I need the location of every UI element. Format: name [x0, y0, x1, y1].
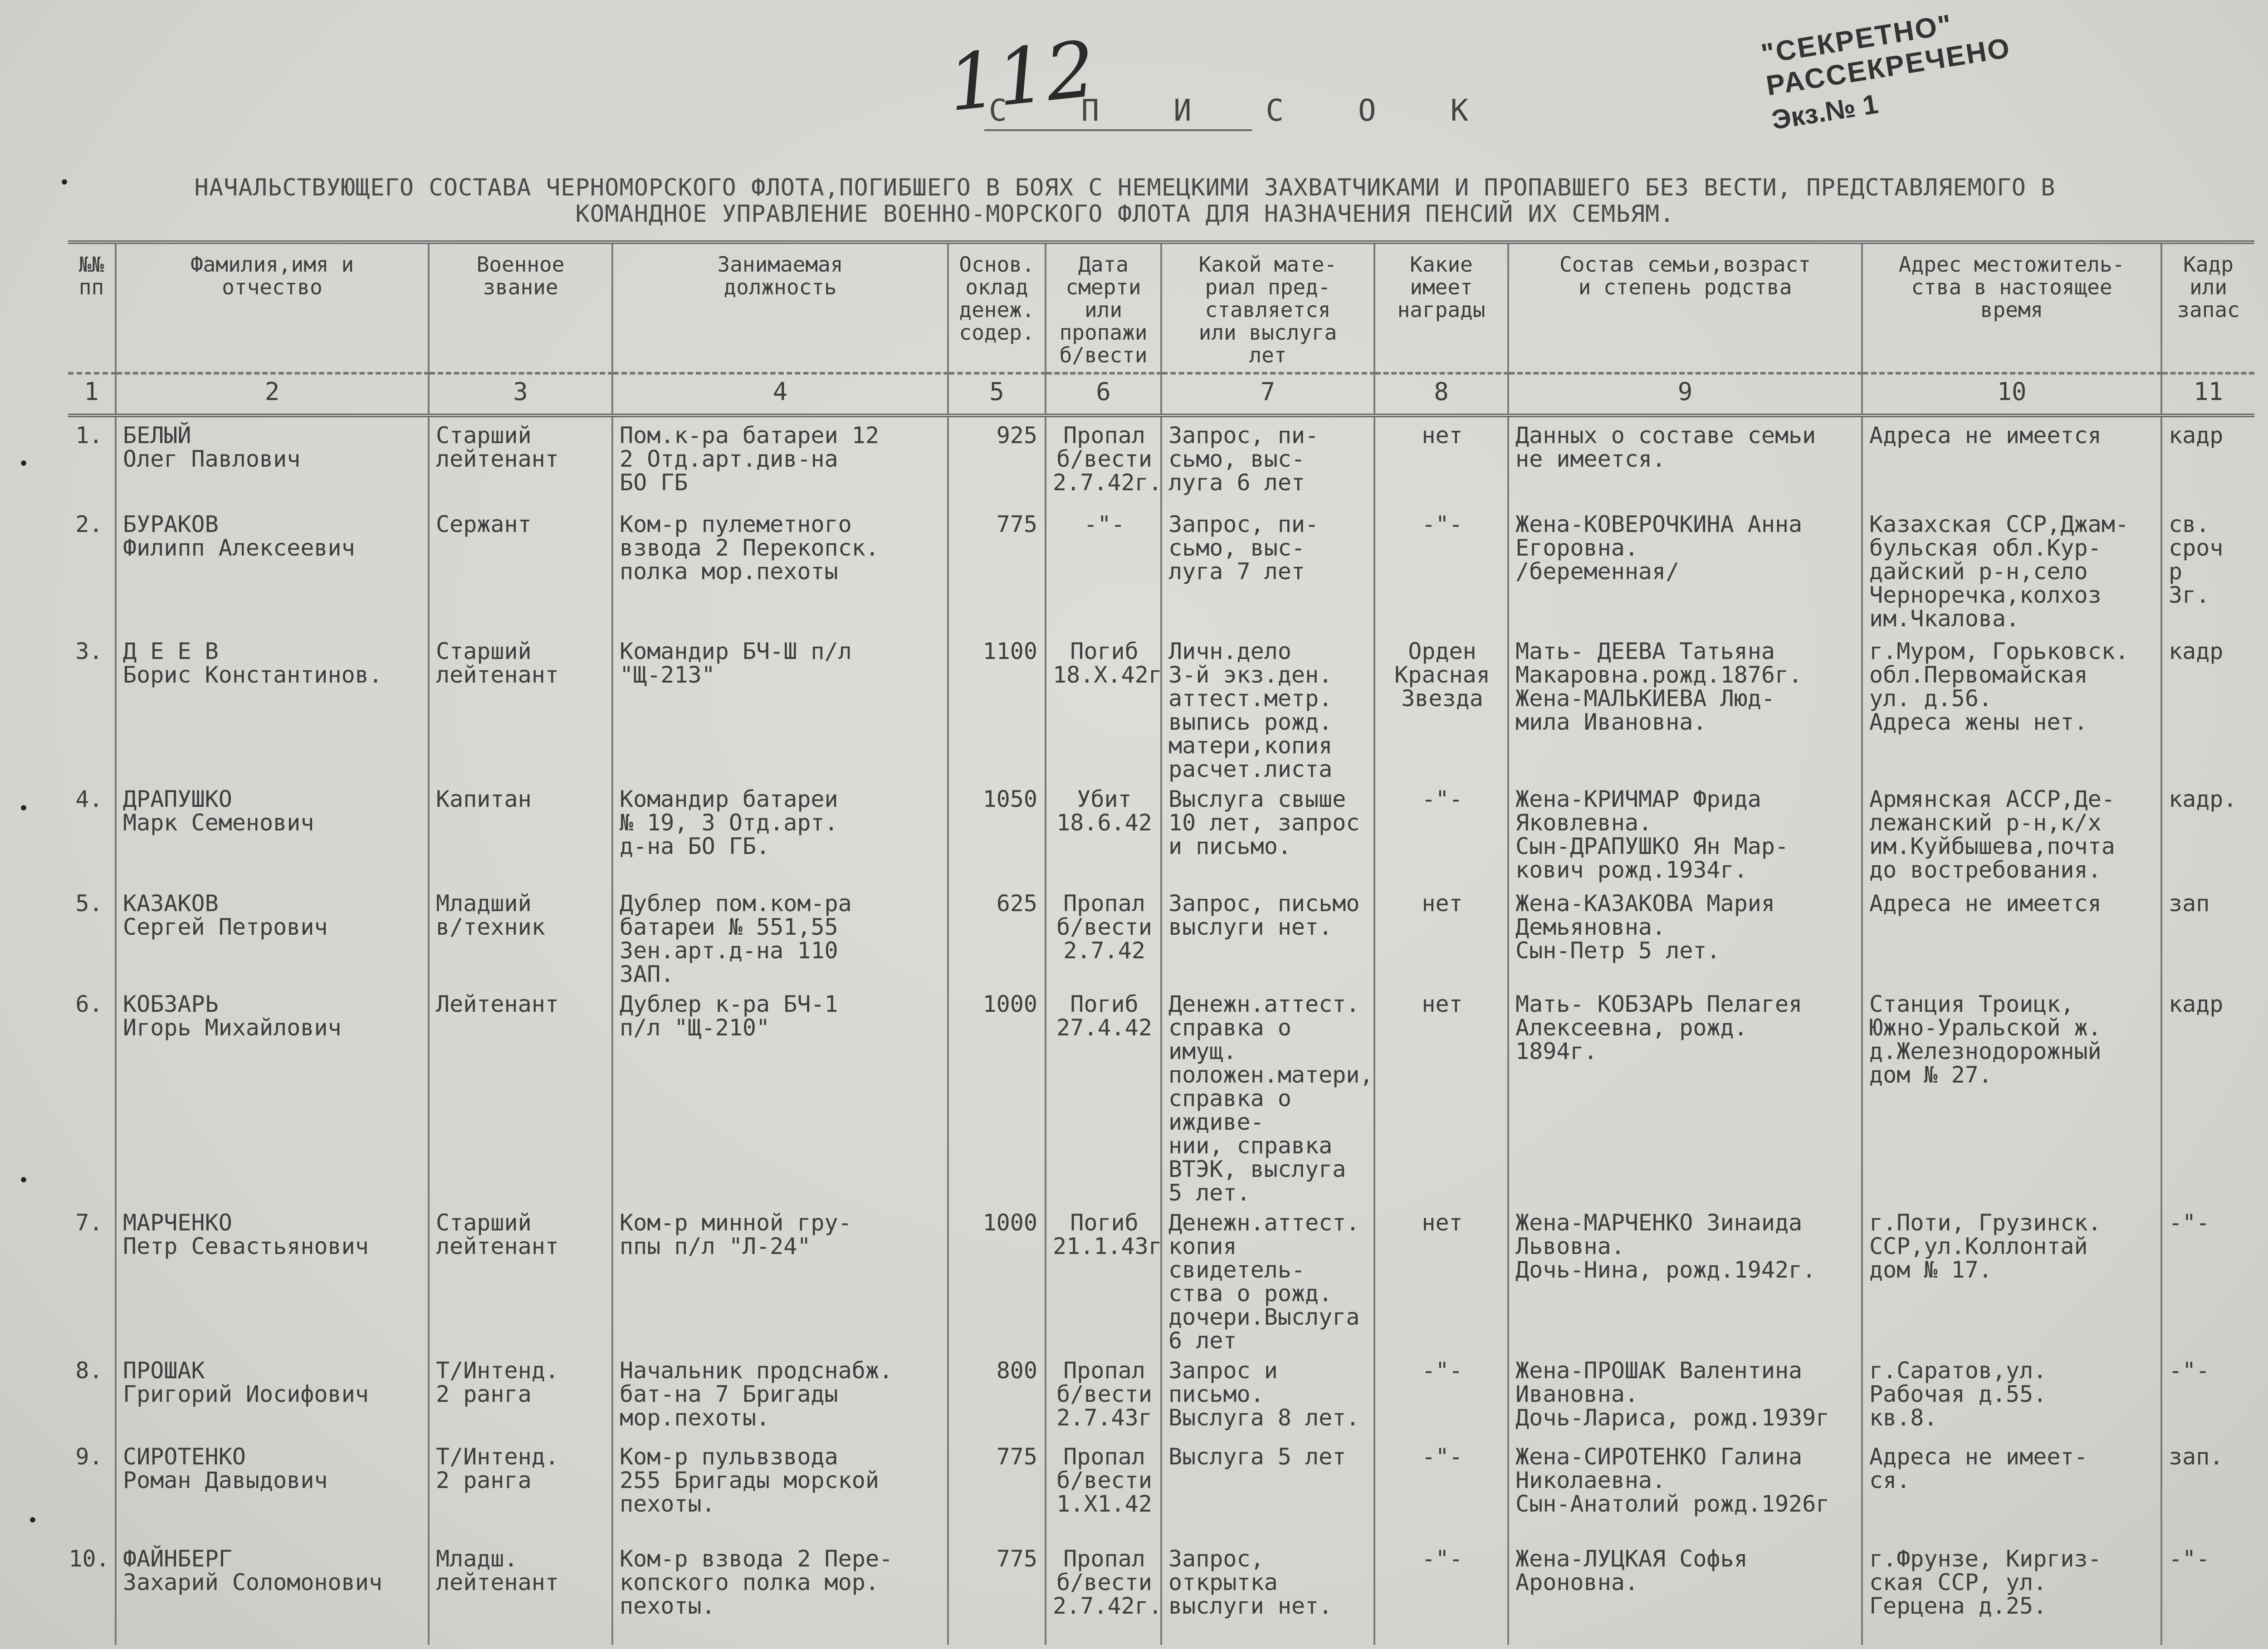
table-row: [68, 506, 2254, 633]
military-rank: Сержант: [429, 506, 612, 633]
header-address: Адрес местожитель- ства в настоящее время: [1862, 242, 2161, 373]
military-rank: Лейтенант: [429, 986, 612, 1205]
material: Запрос, письмо выслуги нет.: [1161, 885, 1374, 986]
row-number: 9.: [75, 1444, 103, 1470]
casualty-table: [68, 240, 2254, 1645]
row-number: 5.: [75, 890, 103, 917]
awards: -"-: [1374, 1352, 1508, 1439]
status: кадр: [2161, 986, 2254, 1205]
salary: 625: [948, 885, 1046, 986]
table-row: [68, 986, 2254, 1205]
status: -"-: [2161, 1541, 2254, 1645]
full-name: МАРЧЕНКО Петр Севастьянович: [116, 1205, 429, 1352]
awards: нет: [1374, 885, 1508, 986]
awards: нет: [1374, 415, 1508, 506]
material: Денежн.аттест. копия свидетель- ства о рожд. дочери.Выслуга 6 лет: [1161, 1205, 1374, 1352]
handwritten-sheet-number: 112: [943, 24, 1100, 129]
address: Станция Троицк, Южно-Уральской ж. д.Железнодорожный дом № 27.: [1862, 986, 2161, 1205]
position: Начальник продснабж. бат-на 7 Бригады мор.пехоты.: [612, 1352, 948, 1439]
family: Жена-КОВЕРОЧКИНА Анна Егоровна. /беременная/: [1508, 506, 1862, 633]
margin-tick-mark: •: [18, 798, 29, 819]
military-rank: Младший в/техник: [429, 885, 612, 986]
stamp-line-2: Экз.№ 1: [1769, 88, 1880, 136]
column-number: 2: [116, 373, 429, 415]
material: Личн.дело 3-й экз.ден. аттест.метр. выпись рожд. матери,копия расчет.листа: [1161, 633, 1374, 781]
column-number: 7: [1161, 373, 1374, 415]
military-rank: Младш. лейтенант: [429, 1541, 612, 1645]
table-row: [68, 1352, 2254, 1439]
family: Жена-СИРОТЕНКО Галина Николаевна. Сын-Анатолий рожд.1926г: [1508, 1439, 1862, 1541]
material: Денежн.аттест. справка о имущ. положен.матери, справка о иждиве- нии, справка ВТЭК, выслуга 5 лет.: [1161, 986, 1374, 1205]
salary: 775: [948, 506, 1046, 633]
awards: -"-: [1374, 506, 1508, 633]
family: Жена-КРИЧМАР Фрида Яковлевна. Сын-ДРАПУШКО Ян Мар- кович рожд.1934г.: [1508, 781, 1862, 885]
family: Жена-ПРОШАК Валентина Ивановна. Дочь-Лариса, рожд.1939г: [1508, 1352, 1862, 1439]
position: Командир БЧ-Ш п/л "Щ-213": [612, 633, 948, 781]
margin-tick-mark: •: [27, 1510, 39, 1531]
position: Пом.к-ра батареи 12 2 Отд.арт.див-на БО ГБ: [612, 415, 948, 506]
row-number: 10.: [68, 1546, 110, 1572]
awards: -"-: [1374, 781, 1508, 885]
position: Ком-р пульвзвода 255 Бригады морской пехоты.: [612, 1439, 948, 1541]
row-number: 1.: [75, 422, 103, 449]
header-salary: Основ. оклад денеж. содер.: [948, 242, 1046, 373]
table-row: [68, 1205, 2254, 1352]
date-of-loss: Пропал б/вести 2.7.43г: [1046, 1352, 1161, 1439]
secrecy-stamp: [1759, 0, 2024, 136]
header-name: Фамилия,имя и отчество: [116, 242, 429, 373]
position: Ком-р минной гру- ппы п/л "Л-24": [612, 1205, 948, 1352]
row-number: 2.: [75, 511, 103, 537]
salary: 925: [948, 415, 1046, 506]
row-number: 8.: [75, 1357, 103, 1384]
material: Запрос, пи- сьмо, выс- луга 6 лет: [1161, 415, 1374, 506]
date-of-loss: Пропал б/вести 2.7.42: [1046, 885, 1161, 986]
date-of-loss: Погиб 18.X.42г: [1046, 633, 1161, 781]
status: -"-: [2161, 1205, 2254, 1352]
position: Дублер к-ра БЧ-1 п/л "Щ-210": [612, 986, 948, 1205]
row-number: 4.: [75, 786, 103, 812]
family: Мать- ДЕЕВА Татьяна Макаровна.рожд.1876г. Жена-МАЛЬКИЕВА Люд- мила Ивановна.: [1508, 633, 1862, 781]
address: Армянская АССР,Де- лежанский р-н,к/х им.Куйбышева,почта до востребования.: [1862, 781, 2161, 885]
family: Мать- КОБЗАРЬ Пелагея Алексеевна, рожд. 1894г.: [1508, 986, 1862, 1205]
address: г.Саратов,ул. Рабочая д.55. кв.8.: [1862, 1352, 2161, 1439]
position: Командир батареи № 19, 3 Отд.арт. д-на БО ГБ.: [612, 781, 948, 885]
military-rank: Старший лейтенант: [429, 633, 612, 781]
column-number: 11: [2161, 373, 2254, 415]
full-name: КОБЗАРЬ Игорь Михайлович: [116, 986, 429, 1205]
column-number: 3: [429, 373, 612, 415]
awards: Орден Красная Звезда: [1374, 633, 1508, 781]
address: Адреса не имеется: [1862, 415, 2161, 506]
address: Казахская ССР,Джам- бульская обл.Кур- дайский р-н,село Черноречка,колхоз им.Чкалова.: [1862, 506, 2161, 633]
margin-tick-mark: •: [18, 454, 29, 474]
material: Запрос и письмо. Выслуга 8 лет.: [1161, 1352, 1374, 1439]
full-name: КАЗАКОВ Сергей Петрович: [116, 885, 429, 986]
status: зап: [2161, 885, 2254, 986]
column-number: 8: [1374, 373, 1508, 415]
address: г.Поти, Грузинск. ССР,ул.Коллонтай дом № 17.: [1862, 1205, 2161, 1352]
military-rank: Т/Интенд. 2 ранга: [429, 1439, 612, 1541]
row-number: 6.: [75, 991, 103, 1017]
header-family: Состав семьи,возраст и степень родства: [1508, 242, 1862, 373]
column-number: 4: [612, 373, 948, 415]
family: Жена-КАЗАКОВА Мария Демьяновна. Сын-Петр 5 лет.: [1508, 885, 1862, 986]
table-header-row: [68, 242, 2254, 373]
table-row: [68, 1541, 2254, 1645]
position: Ком-р пулеметного взвода 2 Перекопск. полка мор.пехоты: [612, 506, 948, 633]
salary: 1100: [948, 633, 1046, 781]
table-row: [68, 885, 2254, 986]
address: Адреса не имеется: [1862, 885, 2161, 986]
column-number: 9: [1508, 373, 1862, 415]
full-name: БЕЛЫЙ Олег Павлович: [116, 415, 429, 506]
row-number: 3.: [75, 638, 103, 664]
military-rank: Старший лейтенант: [429, 1205, 612, 1352]
header-date: Дата смерти или пропажи б/вести: [1046, 242, 1161, 373]
family: Жена-ЛУЦКАЯ Софья Ароновна.: [1508, 1541, 1862, 1645]
table-row: [68, 781, 2254, 885]
military-rank: Старший лейтенант: [429, 415, 612, 506]
position: Ком-р взвода 2 Пере- копского полка мор. пехоты.: [612, 1541, 948, 1645]
status: кадр: [2161, 415, 2254, 506]
column-number: 5: [948, 373, 1046, 415]
date-of-loss: Убит 18.6.42: [1046, 781, 1161, 885]
margin-tick-mark: •: [59, 172, 70, 193]
position: Дублер пом.ком-ра батареи № 551,55 Зен.арт.д-на 110 ЗАП.: [612, 885, 948, 986]
margin-tick-mark: •: [18, 1170, 29, 1191]
column-number: 10: [1862, 373, 2161, 415]
family: Данных о составе семьи не имеется.: [1508, 415, 1862, 506]
salary: 800: [948, 1352, 1046, 1439]
material: Запрос, пи- сьмо, выс- луга 7 лет: [1161, 506, 1374, 633]
date-of-loss: Погиб 21.1.43г: [1046, 1205, 1161, 1352]
table-row: [68, 633, 2254, 781]
status: кадр: [2161, 633, 2254, 781]
address: Адреса не имеет- ся.: [1862, 1439, 2161, 1541]
status: -"-: [2161, 1352, 2254, 1439]
column-number: 6: [1046, 373, 1161, 415]
awards: нет: [1374, 986, 1508, 1205]
full-name: ФАЙНБЕРГ Захарий Соломонович: [116, 1541, 429, 1645]
military-rank: Т/Интенд. 2 ранга: [429, 1352, 612, 1439]
address: г.Муром, Горьковск. обл.Первомайская ул. д.56. Адреса жены нет.: [1862, 633, 2161, 781]
header-status: Кадр или запас: [2161, 242, 2254, 373]
title-underline: [984, 129, 1252, 131]
date-of-loss: Пропал б/вести 2.7.42г.: [1046, 1541, 1161, 1645]
awards: -"-: [1374, 1541, 1508, 1645]
column-number-row: [68, 373, 2254, 415]
header-awards: Какие имеет награды: [1374, 242, 1508, 373]
stamp-line-1: "СЕКРЕТНО" РАССЕКРЕЧЕНО: [1759, 9, 2013, 102]
header-material: Какой мате- риал пред- ставляется или выслуга лет: [1161, 242, 1374, 373]
material: Выслуга свыше 10 лет, запрос и письмо.: [1161, 781, 1374, 885]
salary: 1050: [948, 781, 1046, 885]
table-row: [68, 415, 2254, 506]
status: зап.: [2161, 1439, 2254, 1541]
full-name: Д Е Е В Борис Константинов.: [116, 633, 429, 781]
casualty-table-container: [68, 240, 2254, 1645]
document-subtitle: НАЧАЛЬСТВУЮЩЕГО СОСТАВА ЧЕРНОМОРСКОГО ФЛОТА,ПОГИБШЕГО В БОЯХ С НЕМЕЦКИМИ ЗАХВАТЧИКАМИ И ПРОПАВШЕГО БЕЗ ВЕСТИ, ПРЕДСТАВЛЯЕМОГО В КОМАНДНОЕ УПРАВЛЕНИЕ ВОЕННО-МОРСКОГО ФЛОТА ДЛЯ НАЗНАЧЕНИЯ ПЕНСИЙ ИХ СЕМЬЯМ.: [194, 174, 2056, 228]
awards: -"-: [1374, 1439, 1508, 1541]
full-name: БУРАКОВ Филипп Алексеевич: [116, 506, 429, 633]
date-of-loss: -"-: [1046, 506, 1161, 633]
row-number: 7.: [75, 1210, 103, 1236]
full-name: ПРОШАК Григорий Иосифович: [116, 1352, 429, 1439]
salary: 775: [948, 1439, 1046, 1541]
family: Жена-МАРЧЕНКО Зинаида Львовна. Дочь-Нина, рожд.1942г.: [1508, 1205, 1862, 1352]
awards: нет: [1374, 1205, 1508, 1352]
material: Запрос, открытка выслуги нет.: [1161, 1541, 1374, 1645]
date-of-loss: Пропал б/вести 1.X1.42: [1046, 1439, 1161, 1541]
document-title: С П И С О К: [989, 93, 1497, 128]
table-row: [68, 1439, 2254, 1541]
header-rank: Военное звание: [429, 242, 612, 373]
address: г.Фрунзе, Киргиз- ская ССР, ул. Герцена д.25.: [1862, 1541, 2161, 1645]
header-position: Занимаемая должность: [612, 242, 948, 373]
military-rank: Капитан: [429, 781, 612, 885]
salary: 775: [948, 1541, 1046, 1645]
salary: 1000: [948, 986, 1046, 1205]
header-number: №№ пп: [68, 242, 116, 373]
status: кадр.: [2161, 781, 2254, 885]
date-of-loss: Пропал б/вести 2.7.42г.: [1046, 415, 1161, 506]
full-name: СИРОТЕНКО Роман Давыдович: [116, 1439, 429, 1541]
status: св. сроч р 3г.: [2161, 506, 2254, 633]
material: Выслуга 5 лет: [1161, 1439, 1374, 1541]
salary: 1000: [948, 1205, 1046, 1352]
full-name: ДРАПУШКО Марк Семенович: [116, 781, 429, 885]
column-number: 1: [68, 373, 116, 415]
date-of-loss: Погиб 27.4.42: [1046, 986, 1161, 1205]
